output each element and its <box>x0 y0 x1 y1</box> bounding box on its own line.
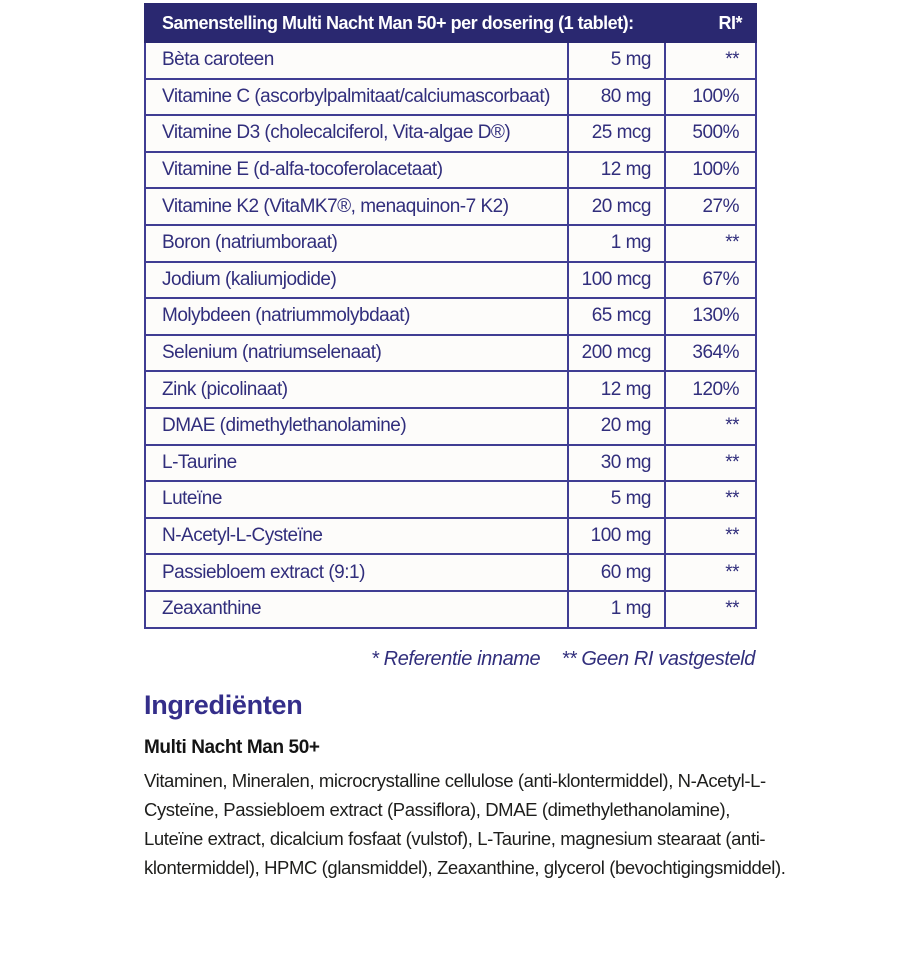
ingredient-name: Vitamine K2 (VitaMK7®, menaquinon-7 K2) <box>145 188 568 225</box>
table-header-row <box>145 4 756 42</box>
table-header-title: Samenstelling Multi Nacht Man 50+ per dosering (1 tablet): <box>145 4 665 42</box>
ingredient-ri: 120% <box>665 371 756 408</box>
ingredient-name: L-Taurine <box>145 445 568 482</box>
ingredient-ri: ** <box>665 42 756 79</box>
table-row <box>145 481 756 518</box>
ingredient-ri: 364% <box>665 335 756 372</box>
table-row <box>145 371 756 408</box>
ingredient-ri: 130% <box>665 298 756 335</box>
table-row <box>145 225 756 262</box>
ingredient-ri: 500% <box>665 115 756 152</box>
ingredient-ri: ** <box>665 408 756 445</box>
table-row <box>145 335 756 372</box>
ingredient-name: Bèta caroteen <box>145 42 568 79</box>
table-row <box>145 408 756 445</box>
ingredient-name: Passiebloem extract (9:1) <box>145 554 568 591</box>
table-body <box>145 42 756 628</box>
ingredient-name: Vitamine E (d-alfa-tocoferolacetaat) <box>145 152 568 189</box>
ingredient-ri: ** <box>665 481 756 518</box>
ingredient-amount: 12 mg <box>568 152 665 189</box>
table-row <box>145 518 756 555</box>
ingredient-amount: 1 mg <box>568 591 665 628</box>
ingredients-heading: Ingrediënten <box>144 690 303 720</box>
ingredient-amount: 100 mcg <box>568 262 665 299</box>
ingredient-name: Vitamine D3 (cholecalciferol, Vita-algae D®) <box>145 115 568 152</box>
composition-table <box>144 3 757 629</box>
ingredient-amount: 65 mcg <box>568 298 665 335</box>
table-row <box>145 298 756 335</box>
ingredient-amount: 20 mg <box>568 408 665 445</box>
ingredient-name: Zink (picolinaat) <box>145 371 568 408</box>
ingredient-name: Jodium (kaliumjodide) <box>145 262 568 299</box>
footnote-no-ri-established: ** Geen RI vastgesteld <box>561 648 755 670</box>
ingredient-ri: ** <box>665 554 756 591</box>
table-row <box>145 152 756 189</box>
ingredient-name: DMAE (dimethylethanolamine) <box>145 408 568 445</box>
table-row <box>145 115 756 152</box>
ingredients-section <box>144 690 792 882</box>
ingredient-amount: 5 mg <box>568 481 665 518</box>
table-row <box>145 79 756 116</box>
ingredient-name: Vitamine C (ascorbylpalmitaat/calciumascorbaat) <box>145 79 568 116</box>
ingredient-amount: 100 mg <box>568 518 665 555</box>
ingredient-amount: 25 mcg <box>568 115 665 152</box>
table-header-ri-label: RI* <box>665 4 756 42</box>
ingredient-amount: 200 mcg <box>568 335 665 372</box>
table-row <box>145 188 756 225</box>
ingredient-amount: 30 mg <box>568 445 665 482</box>
ingredient-name: Zeaxanthine <box>145 591 568 628</box>
ingredient-name: Molybdeen (natriummolybdaat) <box>145 298 568 335</box>
table-row <box>145 554 756 591</box>
product-name: Multi Nacht Man 50+ <box>144 737 320 758</box>
ingredient-ri: ** <box>665 225 756 262</box>
ingredient-amount: 60 mg <box>568 554 665 591</box>
table-row <box>145 591 756 628</box>
ingredient-amount: 5 mg <box>568 42 665 79</box>
ingredient-name: N-Acetyl-L-Cysteïne <box>145 518 568 555</box>
ingredient-amount: 1 mg <box>568 225 665 262</box>
ingredient-ri: 27% <box>665 188 756 225</box>
ingredient-ri: ** <box>665 591 756 628</box>
ingredient-ri: 67% <box>665 262 756 299</box>
ingredient-name: Selenium (natriumselenaat) <box>145 335 568 372</box>
ingredient-amount: 80 mg <box>568 79 665 116</box>
table-row <box>145 42 756 79</box>
ingredient-name: Luteïne <box>145 481 568 518</box>
ingredient-ri: ** <box>665 518 756 555</box>
ingredient-name: Boron (natriumboraat) <box>145 225 568 262</box>
table-row <box>145 262 756 299</box>
footnote-reference-intake: * Referentie inname <box>371 648 541 670</box>
ingredient-ri: ** <box>665 445 756 482</box>
table-footnote <box>144 648 755 671</box>
ingredient-ri: 100% <box>665 79 756 116</box>
ingredient-amount: 12 mg <box>568 371 665 408</box>
table-row <box>145 445 756 482</box>
ingredient-ri: 100% <box>665 152 756 189</box>
ingredients-list-text: Vitaminen, Mineralen, microcrystalline cellulose (anti-klontermiddel), N-Acetyl-L-Cysteïne, Passiebloem extract (Passiflora), DMAE (dimethylethanolamine), Luteïne extract, dicalcium fosfaat (vulstof), L-Taurine, magnesium stearaat (anti-klontermiddel), HPMC (glansmiddel), Zeaxanthine, glycerol (bevochtigingsmiddel). <box>144 770 786 878</box>
ingredient-amount: 20 mcg <box>568 188 665 225</box>
